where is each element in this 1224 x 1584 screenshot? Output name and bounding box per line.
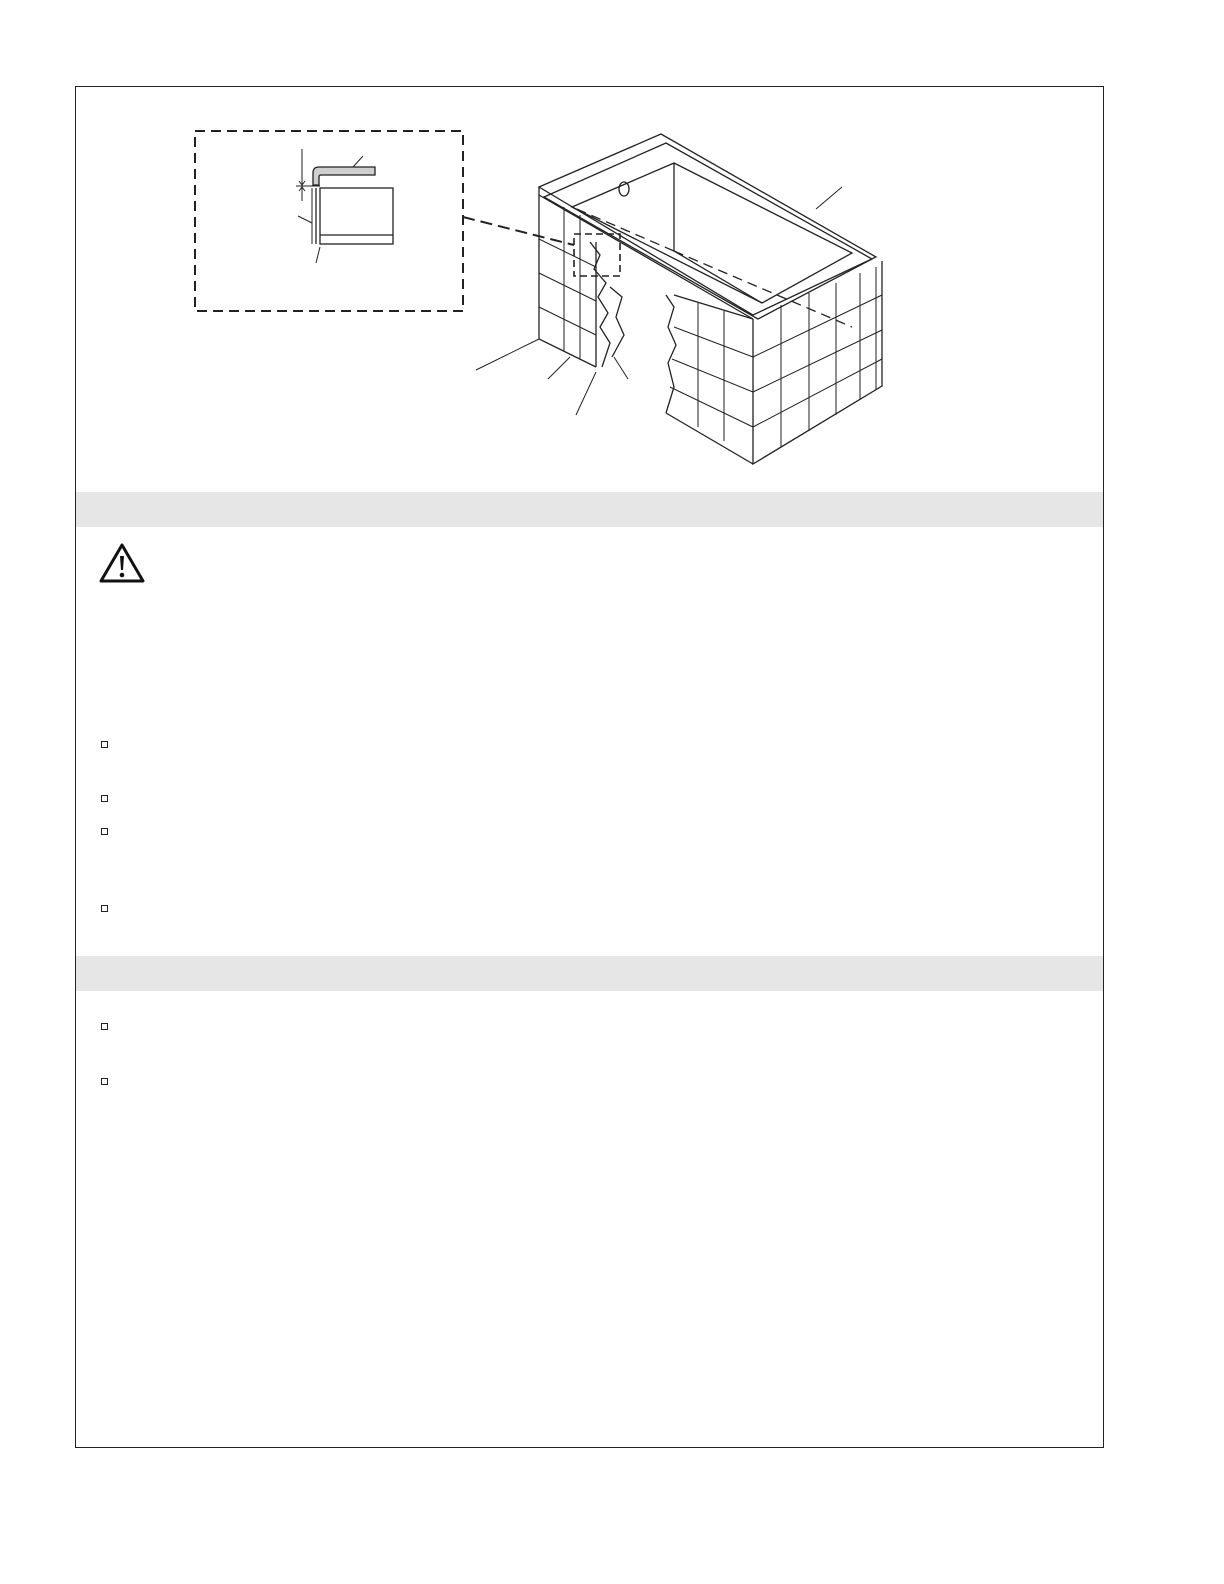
- bath-installation-illustration: [76, 87, 1105, 492]
- step-checkbox[interactable]: [101, 828, 108, 835]
- section-header-2: [76, 956, 1103, 991]
- step-checkbox[interactable]: [101, 741, 108, 748]
- step-checkbox[interactable]: [101, 1023, 108, 1030]
- warning-triangle-icon: [98, 542, 146, 584]
- bathtub-drawing: [476, 134, 882, 464]
- step-checkbox[interactable]: [101, 795, 108, 802]
- page-frame: [75, 86, 1104, 1448]
- step-checkbox[interactable]: [101, 1078, 108, 1085]
- section-header-1: [76, 492, 1103, 527]
- step-checkbox[interactable]: [101, 905, 108, 912]
- detail-inset: [195, 131, 463, 311]
